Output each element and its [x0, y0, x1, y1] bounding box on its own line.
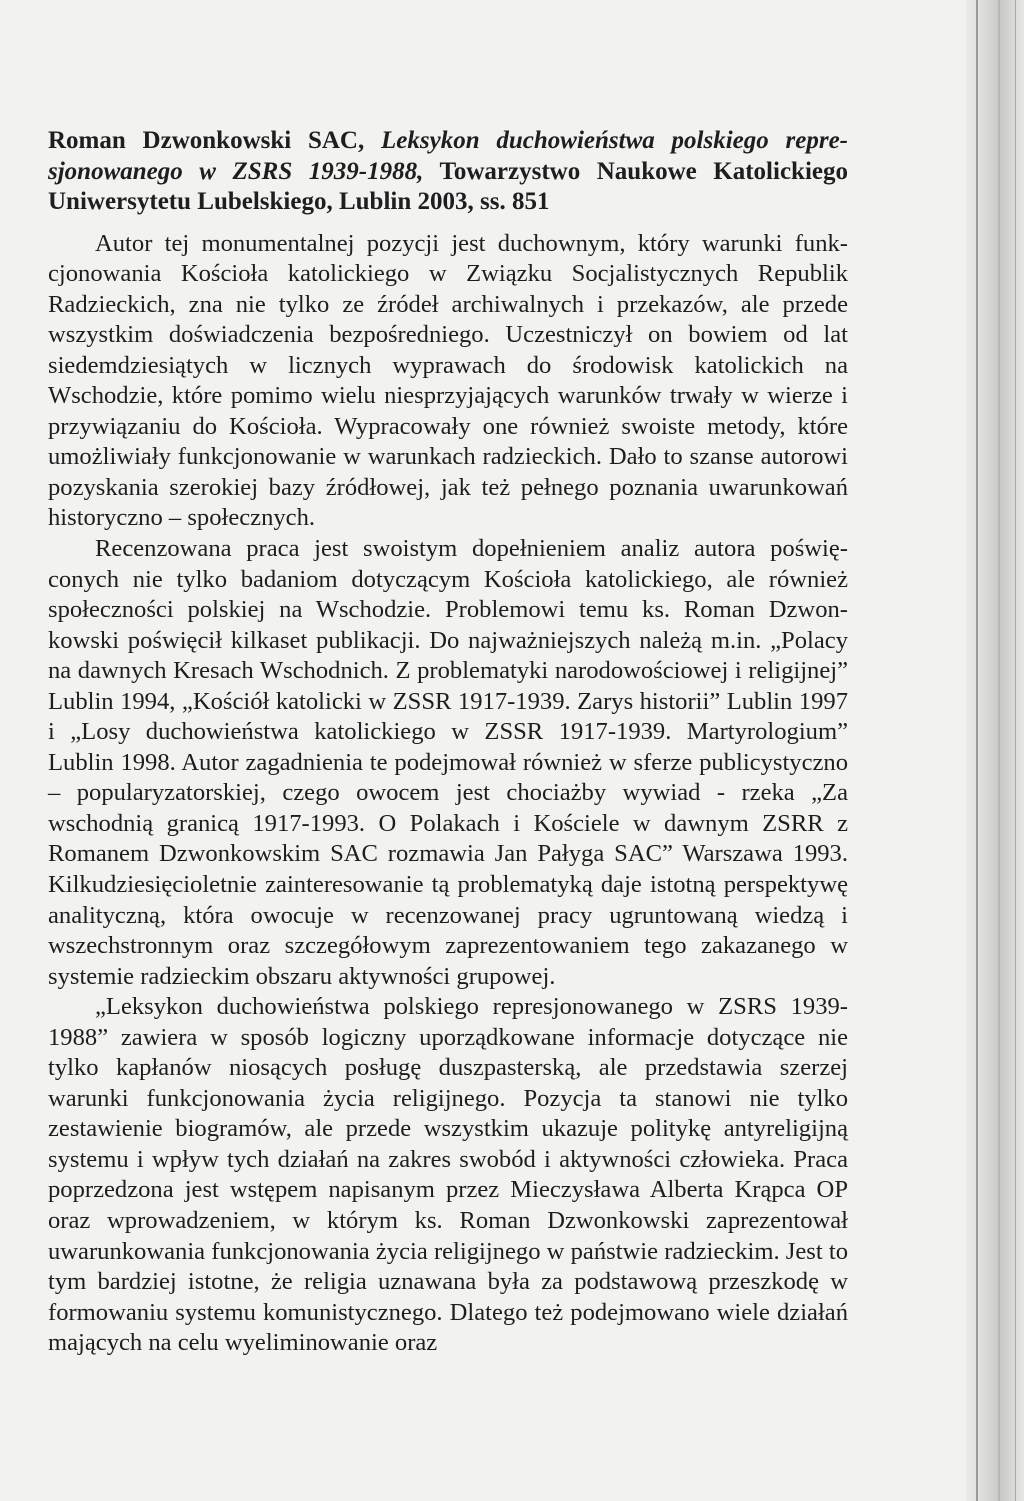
- citation-publisher: Towarzystwo Naukowe Katolickiego Uniwersytetu Lubelskiego, Lublin 2003, ss. 851: [48, 157, 848, 215]
- citation-title: Leksykon duchowieństwa polskiego represjonowanego w ZSRS 1939-1988,: [48, 127, 848, 185]
- paragraph-2: Recenzowana praca jest swoistym dopełnieniem analiz autora poświęconych nie tylko badaniom dotyczącym Kościoła katolickiego, ale również społeczności polskiej na Wschodzie. Problemowi temu ks. Roman Dzwonkowski poświęcił kilkaset publikacji. Do najważniejszych należą m.in. „Polacy na dawnych Kresach Wschodnich. Z problematyki narodowościowej i religijnej” Lublin 1994, „Kościół katolicki w ZSSR 1917-1939. Zarys historii” Lublin 1997 i „Losy duchowieństwa katolickiego w ZSSR 1917-1939. Martyrologium” Lublin 1998. Autor zagadnienia te podejmował również w sferze publicystyczno – popularyzatorskiej, czego owocem jest chociażby wywiad - rzeka „Za wschodnią granicą 1917-1993. O Polakach i Kościele w dawnym ZSRR z Romanem Dzwonkowskim SAC rozmawia Jan Pałyga SAC” Warszawa 1993. Kilkudziesięcioletnie zainteresowanie tą problematyką daje istotną perspektywę analityczną, która owocuje w recenzowanej pracy ugruntowaną wiedzą i wszechstronnym oraz szczegółowym zaprezentowaniem tego zakazanego w systemie radzieckim obszaru aktywności grupowej.: [48, 534, 848, 990]
- document-page: [48, 126, 848, 1359]
- paragraph-3: „Leksykon duchowieństwa polskiego represjonowanego w ZSRS 1939-1988” zawiera w sposób logiczny uporządkowane informacje dotyczące nie tylko kapłanów niosących posługę duszpasterską, ale przedstawia szerzej warunki funkcjonowania życia religijnego. Pozycja ta stanowi nie tylko zestawienie biogramów, ale przede wszystkim ukazuje politykę antyreligijną systemu i wpływ tych działań na zakres swobód i aktywności człowieka. Praca poprzedzona jest wstępem napisanym przez Mieczysława Alberta Krąpca OP oraz wprowadzeniem, w którym ks. Roman Dzwonkowski zaprezentował uwarunkowania funkcjonowania życia religijnego w państwie radzieckim. Jest to tym bardziej istotne, że religia uznawana była za podstawową przeszkodę w formowaniu systemu komunistycznego. Dlatego też podejmowano wiele działań mających na celu wyeliminowanie oraz: [48, 993, 848, 1357]
- scan-page-edge: [966, 0, 1024, 1501]
- scan-edge-line: [976, 0, 978, 1501]
- paragraph-1: Autor tej monumentalnej pozycji jest duchownym, który warunki funkcjonowania Kościoła katolickiego w Związku Socjalistycznych Republik Radzieckich, zna nie tylko ze źródeł archiwalnych i przekazów, ale przede wszystkim doświadczenia bezpośredniego. Uczestniczył on bowiem od lat siedemdziesiątych w licznych wyprawach do środowisk katolickich na Wschodzie, które pomimo wielu niesprzyjających warunków trwały w wierze i przywiązaniu do Kościoła. Wypracowały one również swoiste metody, które umożliwiały funkcjonowanie w warunkach radzieckich. Dało to szanse autorowi pozyskania szerokiej bazy źródłowej, jak też pełnego poznania uwarunkowań historyczno – społecznych.: [48, 229, 848, 532]
- citation-author: Roman Dzwonkowski SAC,: [48, 127, 365, 154]
- scan-edge-line: [998, 0, 1000, 1501]
- scan-edge-line: [1015, 0, 1016, 1501]
- book-citation: [48, 126, 848, 218]
